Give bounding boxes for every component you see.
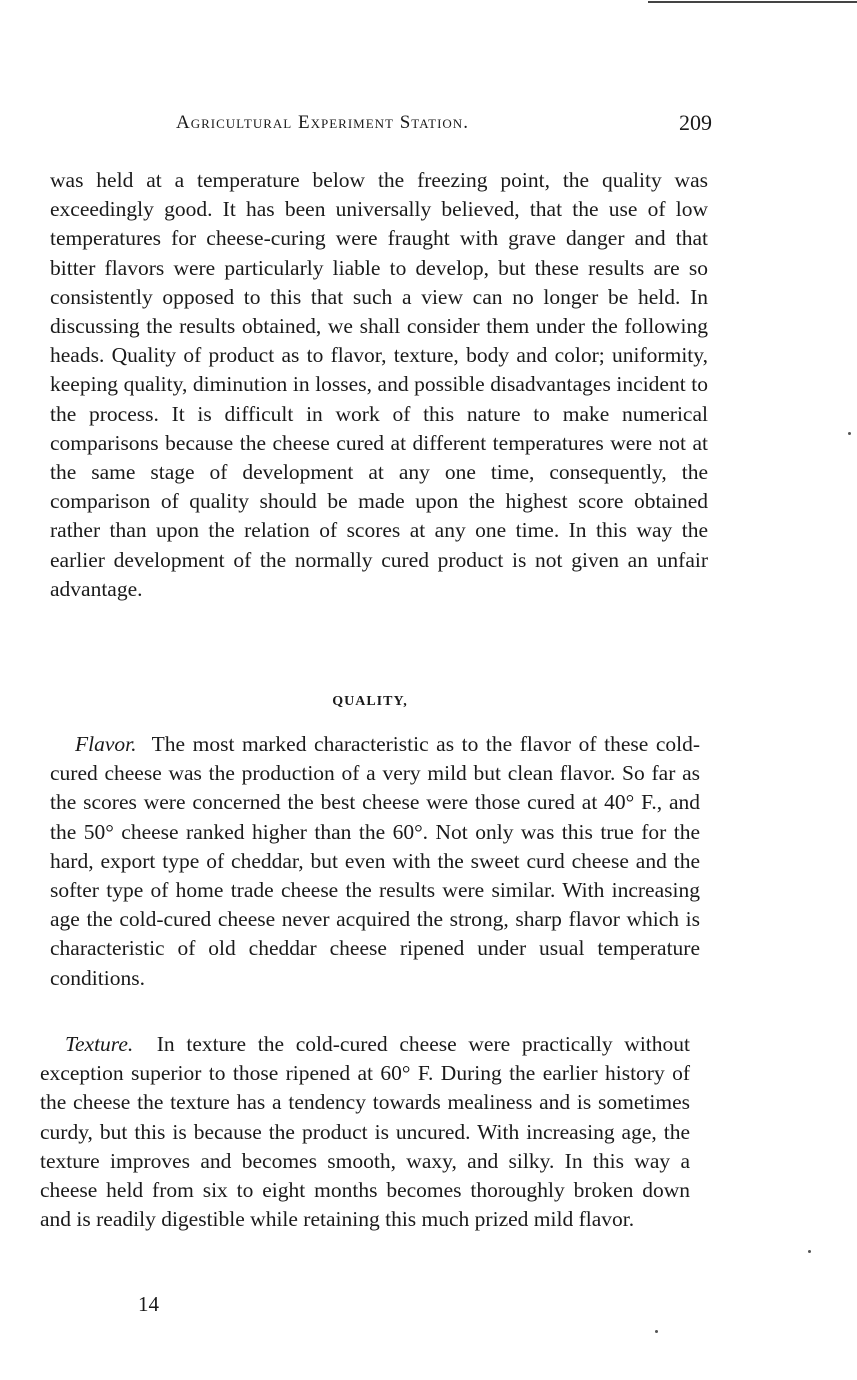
scan-speck xyxy=(655,1330,658,1333)
top-edge-rule xyxy=(648,1,857,3)
running-title: Agricultural Experiment Station. xyxy=(176,112,469,133)
signature-mark: 14 xyxy=(138,1292,159,1316)
running-head xyxy=(176,112,712,142)
scan-speck xyxy=(808,1250,811,1253)
texture-paragraph-text: In texture the cold-cured cheese were practically without exception superior to those ripened at 60° F. During the earlier history of the cheese the texture has a tendency towards mealiness and is sometimes curdy, but this is because the product is uncured. With increasing age, the texture improves and becomes smooth, waxy, and silky. In this way a cheese held from six to eight months becomes thoroughly broken down and is readily digestible while retaining this much prized mild flavor. xyxy=(40,1032,690,1232)
flavor-paragraph xyxy=(50,730,700,993)
page-number: 209 xyxy=(679,110,712,135)
continuation-paragraph xyxy=(50,166,708,604)
flavor-run-in-heading: Flavor. xyxy=(75,732,137,756)
texture-paragraph xyxy=(40,1030,690,1234)
texture-paragraph-body xyxy=(40,1030,690,1234)
continuation-paragraph-text: was held at a temperature below the freezing point, the quality was exceedingly good. It has been universally believed, that the use of low temperatures for cheese-curing were fraught with grave danger and that bitter flavors were particularly liable to develop, but these results are so consistently opposed to this that such a view can no longer be held. In discussing the results obtained, we shall consider them under the following heads. Quality of product as to flavor, texture, body and color; uniformity, keeping quality, diminution in losses, and possible disadvantages incident to the process. It is difficult in work of this nature to make numerical comparisons because the cheese cured at different temperatures were not at the same stage of development at any one time, consequently, the comparison of quality should be made upon the highest score obtained rather than upon the relation of scores at any one time. In this way the earlier development of the normally cured product is not given an unfair advantage. xyxy=(50,168,708,601)
texture-run-in-heading: Texture. xyxy=(65,1032,134,1056)
flavor-paragraph-body xyxy=(50,730,700,993)
scan-speck xyxy=(848,432,851,435)
section-heading-quality: QUALITY, xyxy=(332,694,408,709)
flavor-paragraph-text: The most marked characteristic as to the flavor of these cold-cured cheese was the production of a very mild but clean flavor. So far as the scores were concerned the best cheese were those cured at 40° F., and the 50° cheese ranked higher than the 60°. Not only was this true for the hard, export type of cheddar, but even with the sweet curd cheese and the softer type of home trade cheese the results were similar. With increasing age the cold-cured cheese never acquired the strong, sharp flavor which is characteristic of old cheddar cheese ripened under usual temperature conditions. xyxy=(50,732,701,990)
